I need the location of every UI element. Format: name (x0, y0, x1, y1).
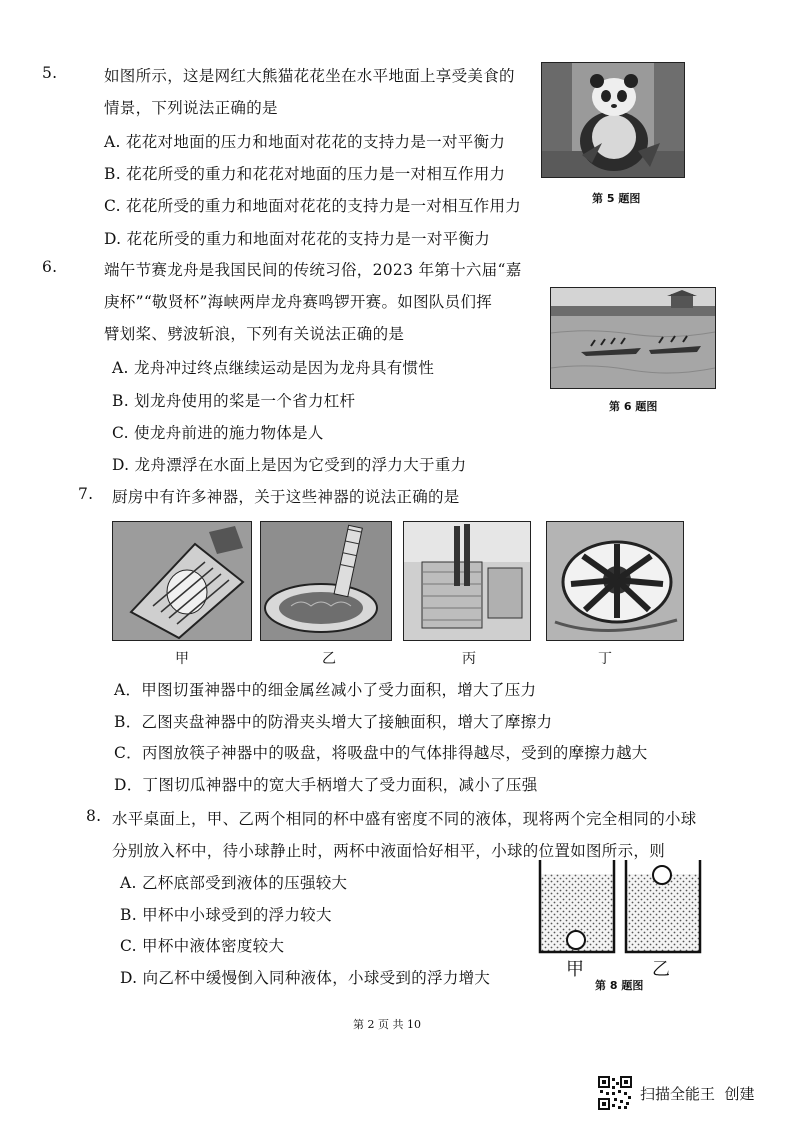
q8-stem-line2: 分别放入杯中，待小球静止时，两杯中液面恰好相平，小球的位置如图所示，则 (112, 842, 666, 860)
q7-number: 7. (78, 485, 94, 503)
q5-stem-line2: 情景，下列说法正确的是 (104, 99, 278, 117)
q7-chopstick-holder-photo (403, 521, 531, 641)
q8-option-d: D. 向乙杯中缓慢倒入同种液体，小球受到的浮力增大 (120, 969, 491, 987)
q8-option-b: B. 甲杯中小球受到的浮力较大 (120, 906, 332, 924)
q6-stem-line2: 庚杯”“敬贤杯”海峡两岸龙舟赛鸣锣开赛。如图队员们挥 (104, 293, 493, 311)
q6-option-d: D. 龙舟漂浮在水面上是因为它受到的浮力大于重力 (112, 456, 467, 474)
q7-egg-slicer-photo (112, 521, 252, 641)
q6-stem-line3: 臂划桨、劈波斩浪，下列有关说法正确的是 (104, 325, 405, 343)
chopstick-holder-image (404, 522, 530, 640)
q7-stem: 厨房中有许多神器，关于这些神器的说法正确的是 (112, 488, 460, 506)
q5-option-d: D. 花花所受的重力和地面对花花的支持力是一对平衡力 (104, 230, 491, 248)
qr-code-icon (598, 1076, 632, 1110)
q8-caption: 第 8 题图 (595, 979, 644, 992)
q8-cup-label-jia: 甲 (566, 959, 584, 980)
panda-image (542, 63, 684, 177)
q5-option-c: C. 花花所受的重力和地面对花花的支持力是一对相互作用力 (104, 197, 522, 215)
q8-number: 8. (86, 807, 102, 825)
q5-option-a: A. 花花对地面的压力和地面对花花的支持力是一对平衡力 (104, 133, 506, 151)
q8-cup-label-yi: 乙 (652, 959, 670, 980)
q7-option-a: A．甲图切蛋神器中的细金属丝减小了受力面积，增大了压力 (114, 681, 537, 699)
q7-option-c: C．丙图放筷子神器中的吸盘，将吸盘中的气体排得越尽，受到的摩擦力越大 (114, 744, 648, 762)
q7-label-ding: 丁 (598, 651, 612, 667)
cup-jia (540, 860, 614, 952)
q6-option-b: B. 划龙舟使用的桨是一个省力杠杆 (112, 392, 356, 410)
q6-dragon-boat-photo (550, 287, 716, 389)
cup-yi (626, 860, 700, 952)
q7-option-d: D．丁图切瓜神器中的宽大手柄增大了受力面积，减小了压强 (114, 776, 538, 794)
watermark-text: 扫描全能王 创建 (640, 1085, 755, 1103)
q6-option-c: C. 使龙舟前进的施力物体是人 (112, 424, 324, 442)
q6-number: 6. (42, 258, 58, 276)
egg-slicer-image (113, 522, 251, 640)
q5-caption: 第 5 题图 (592, 192, 641, 205)
q7-melon-slicer-photo (546, 521, 684, 641)
q5-stem-line1: 如图所示，这是网红大熊猫花花坐在水平地面上享受美食的 (104, 67, 515, 85)
melon-slicer-image (547, 522, 683, 640)
q5-option-b: B. 花花所受的重力和花花对地面的压力是一对相互作用力 (104, 165, 506, 183)
q5-number: 5. (42, 64, 58, 82)
q8-cups-diagram (532, 856, 712, 960)
q7-option-b: B．乙图夹盘神器中的防滑夹头增大了接触面积，增大了摩擦力 (114, 713, 553, 731)
q7-plate-clamp-photo (260, 521, 392, 641)
q8-option-a: A. 乙杯底部受到液体的压强较大 (120, 874, 348, 892)
q6-option-a: A. 龙舟冲过终点继续运动是因为龙舟具有惯性 (112, 359, 435, 377)
plate-clamp-image (261, 522, 391, 640)
q8-option-c: C. 甲杯中液体密度较大 (120, 937, 285, 955)
q7-label-jia: 甲 (175, 651, 189, 667)
dragon-boat-image (551, 288, 715, 388)
page-number: 第 2 页 共 10 (353, 1018, 421, 1031)
q6-caption: 第 6 题图 (609, 400, 658, 413)
q6-stem-line1: 端午节赛龙舟是我国民间的传统习俗，2023 年第十六届“嘉 (104, 261, 522, 279)
q7-label-bing: 丙 (462, 651, 476, 667)
q5-panda-photo (541, 62, 685, 178)
q7-label-yi: 乙 (322, 651, 336, 667)
q8-stem-line1: 水平桌面上，甲、乙两个相同的杯中盛有密度不同的液体，现将两个完全相同的小球 (112, 810, 697, 828)
